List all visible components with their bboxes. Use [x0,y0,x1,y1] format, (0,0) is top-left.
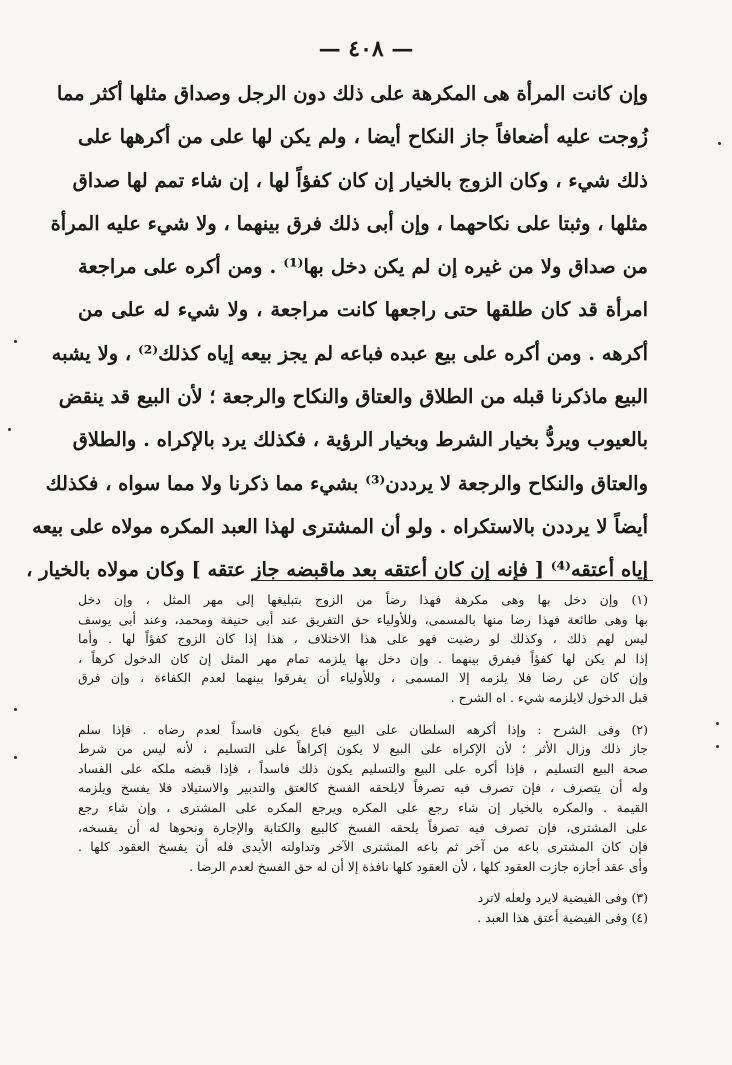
footnote-line: وأى عقد أجازه جازت العقود كلها ، لأن العقود كلها نافذة إلا أن له حق الفسخ لعدم الرضا . [189,858,648,874]
footnote-line: قبل الدخول لايلزمه شيء . اه الشرح . [450,689,648,705]
main-text [26,72,649,592]
margin-speck [14,708,17,711]
margin-speck [718,142,721,145]
footnote-line: وله أن يتصرف ، فإن تصرف فيه تصرفاً لايلحقه الفسخ كالعتق والتدبير والاستيلاد فلا يفسخ ويلزمه [78,780,648,796]
footnote-line: (٣) وفى الفيضية لايرد ولعله لاترد [477,890,648,906]
main-line: وإن كانت المرأة هى المكرهة على ذلك دون الرجل وصداق مثلها أكثر مما [56,82,648,105]
main-line: بالعيوب ويردُّ بخيار الشرط وبخيار الرؤية ، فكذلك يرد بالإكراه . والطلاق [72,428,648,452]
footnote-line: جاز ذلك وزال الأثر ؛ لأن الإكراه على البيع لا يكون إكراهاً على التسليم ، لأنه ليس من شرط [78,741,648,757]
main-line: أيضاً لا يرددن بالاستكراه . ولو أن المشترى لهذا العبد المكره مولاه على بيعه [32,514,648,538]
footnote-divider [255,580,653,581]
footnote-line: فإن كان المشترى باعه من آخر ثم باعه المشترى الآخر وتداولته الأيدى فله أن يفسخ العقود كلها . [78,839,648,855]
margin-speck [14,340,17,343]
footnote-line: (١) وإن دخل بها وهى مكرهة فهذا رضاً من الزوج بتبليغها إلى مهر المثل ، وإن دخل [78,592,648,607]
margin-speck [716,722,719,725]
footnote-line: (٢) وفى الشرح : وإذا أكرهه السلطان على البيع فباع يكون فاسداً لعدم رضاه . فإذا سلم [78,721,648,737]
footnote-3 [78,888,648,908]
footnote-line: صحة البيع التسليم ، فإذا أكره على البيع والتسليم يكون ذلك فاسداً ، فإذا قبضه ملكه على الفساد [78,760,648,776]
main-line: من صداق ولا من غيره إن لم يكن دخل بها⁽¹⁾ . ومن أكره على مراجعة [78,255,649,279]
main-line: أكرهه . ومن أكره على بيع عبده فباعه لم يجز بيعه إياه كذلك⁽²⁾ ، ولا يشبه [51,341,648,365]
footnote-line: بها وهى طائعة فهذا رضا منها بالمسمى، وللأولياء حق التفريق عند أبى حنيفة ومحمد، وعند أبى يوسف [78,611,648,627]
margin-speck [14,756,17,759]
main-line: ذلك شيء ، وكان الزوج بالخيار إن كان كفؤاً لها ، إن شاء تمم لها صداق [72,168,648,192]
page-number: — ٤٠٨ — [318,36,414,62]
footnote-1 [78,590,648,708]
footnote-2 [78,720,648,877]
main-line: والعتاق والنكاح والرجعة لا يرددن⁽³⁾ بشيء مما ذكرنا ولا مما سواه ، فكذلك [45,471,648,495]
footnote-line: (٤) وفى الفيضية أعتق هذا العبد . [477,909,648,925]
margin-speck [8,428,11,431]
footnote-4 [78,908,648,928]
main-line: امرأة قد كان طلقها حتى راجعها كانت مراجعة ، ولا شيء له على من [78,298,648,322]
footnote-line: على المشترى، فإن تصرف فيه تصرفاً يلحقه الفسخ كالبيع والكتابة والإجارة ونحوها له أن يفسخه، [78,819,648,835]
footnote-line: ليس لهم ذلك ، وكذلك لو رضيت فهو على هذا الاختلاف ، هذا إذا كان الزوج كفؤاً لها . وأما [78,631,648,647]
footnote-line: وإن كان عن رضا فلا يلزمه إلا المسمى ، وللأولياء أن يفرقوا بينهما لعدم الكفاءة ، وإن فرق [78,670,648,686]
footnotes [78,590,648,928]
main-line: البيع ماذكرنا قبله من الطلاق والعتاق والنكاح والرجعة ؛ لأن البيع قد ينقض [58,385,648,409]
footnote-line: إذا لم يكن لها كفؤاً فيفرق بينهما . وإن دخل بها يلزمه تمام مهر المثل إن كان الدخول كرهاً ، [78,650,648,666]
main-line: إياه أعتقه⁽⁴⁾ [ فإنه إن كان أعتقه بعد ماقبضه جاز عتقه ] وكان مولاه بالخيار ، [26,558,648,582]
margin-speck [716,745,719,748]
main-line: مثلها ، وثبتا على نكاحهما ، وإن أبى ذلك فرق بينهما ، ولا شيء عليه المرأة [50,211,648,235]
footnote-line: القيمة . والمكره بالخيار إن شاء رجع على المكره ويرجع المكره على المشترى ، وإن شاء رجع [78,799,648,815]
main-line: زُوجت عليه أضعافاً جاز النكاح أيضا ، ولم يكن لها على من أكرهها على [78,125,648,149]
